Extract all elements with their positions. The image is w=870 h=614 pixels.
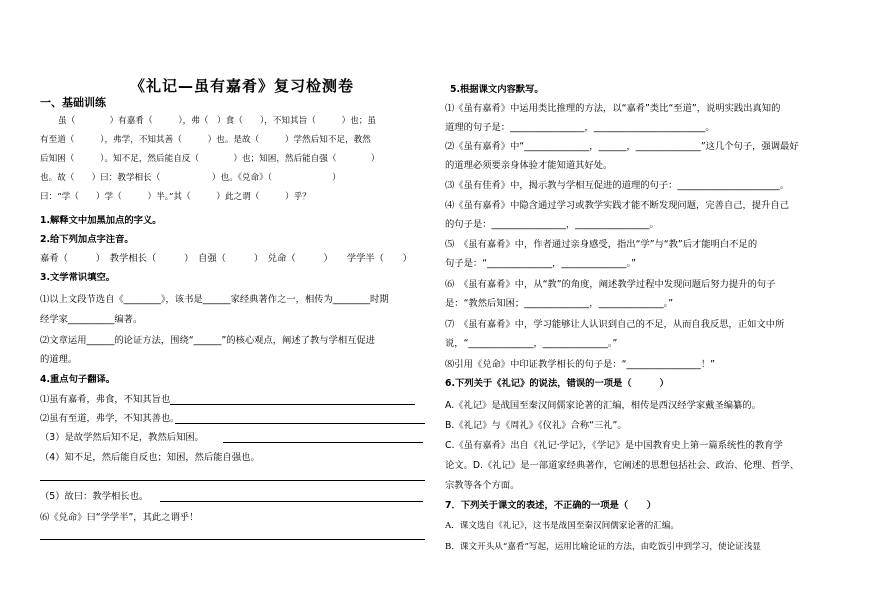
- dictation-item: ⑷《虽有嘉肴》中隐含通过学习或教学实践才能不断发现问题，完善自己，提升自己: [445, 200, 789, 211]
- question-6: 6.下列关于《礼记》的说法，错误的一项是（ ）: [445, 378, 669, 389]
- passage-line: 后知困（ ）。知不足，然后能自反（ ）也；知困，然后能自强（ ）: [40, 154, 380, 164]
- passage-line: 有至道（ ），弗学，不知其善（ ）也。是故（ ）学然后知不足，教然: [40, 135, 371, 145]
- question-3: 3.文学常识填空。: [40, 272, 116, 283]
- translation-item: ⑹《兑命》曰“学学半”，其此之谓乎！: [40, 512, 199, 523]
- dictation-item: ⑴《虽有嘉肴》中运用类比推理的方法，以“嘉肴”类比“至道”，说明实践出真知的: [445, 103, 781, 114]
- passage-line: 虽（ ）有嘉肴（ ），弗（ ）食（ ），不知其旨（ ）也；虽: [58, 116, 376, 126]
- dictation-item: ⑹ 《虽有嘉肴》中，从“教”的角度，阐述教学过程中发现问题后努力提升的句子: [445, 279, 776, 290]
- translation-item: ⑴虽有嘉肴，弗食，不知其旨也: [40, 394, 171, 405]
- answer-line: [175, 423, 425, 424]
- dictation-item: ⑺ 《虽有嘉肴》中，学习能够让人认识到自己的不足，从而自我反思，正如文中所: [445, 319, 785, 330]
- option-line: A.《礼记》是战国至秦汉间儒家论著的汇编，相传是西汉经学家戴圣编纂的。: [445, 400, 761, 411]
- answer-line: [223, 442, 423, 443]
- dictation-item: 是：“教然后知困；______________，______________。”: [445, 298, 674, 309]
- question-1: 1.解释文中加黑加点的字义。: [40, 215, 162, 226]
- option-line: A．课文选自《礼记》，这书是战国至秦汉间儒家论著的汇编。: [445, 521, 679, 531]
- question-2-line: 嘉肴（ ） 教学相长（ ） 自强（ ） 兑命（ ） 学学半（ ）: [40, 253, 412, 264]
- translation-item: （4）知不足，然后能自反也；知困，然后能自强也。: [40, 452, 260, 463]
- dictation-item: ⑵《虽有嘉肴》中“______________，______，______________”这几个句子，强调最好: [445, 141, 799, 152]
- answer-line: [40, 539, 425, 540]
- question-5: 5.根据课文内容默写。: [450, 84, 544, 95]
- answer-line: [40, 480, 425, 481]
- option-line: 宗教等各个方面。: [445, 480, 520, 491]
- dictation-item: 的道理必须要亲身体验才能知道其好处。: [445, 160, 613, 171]
- option-line: B．课文开头从“嘉肴”写起，运用比喻论证的方法，由吃饭引申到学习，使论证浅显: [445, 542, 761, 552]
- translation-item: （3）是故学然后知不足，教然后知困。: [40, 432, 204, 443]
- dictation-item: 道理的句子是：________________，________________________。: [445, 122, 715, 133]
- section-heading-basic: 一、基础训练: [40, 96, 106, 109]
- question-3-line: 经学家__________编著。: [40, 314, 143, 325]
- dictation-item: ⑶《虽有佳肴》中，揭示教与学相互促进的道理的句子：______________________。: [445, 180, 789, 191]
- passage-line: 曰：“学（ ）学（ ）半。”其（ ）此之谓（ ）乎？: [40, 192, 311, 202]
- question-2: 2.给下列加点字注音。: [40, 234, 134, 245]
- answer-line: [170, 404, 415, 405]
- translation-item: （5）故曰：教学相长也。: [40, 491, 149, 502]
- option-line: B.《礼记》与《周礼》《仪礼》合称“三礼”。: [445, 420, 627, 431]
- answer-line: [160, 501, 423, 502]
- question-3-line: ⑵文章运用______的论证方法，围绕“______”的核心观点，阐述了教与学相互促进: [40, 335, 376, 346]
- dictation-item: 的句子是：________________，________________。: [445, 219, 659, 230]
- passage-line: 也。故（ ）曰：教学相长（ ）也。《兑命》（ ）: [40, 173, 341, 183]
- dictation-item: 说，“______________，______________。”: [445, 338, 618, 349]
- question-3-line: 的道理。: [40, 354, 78, 365]
- question-7: 7．下列关于课文的表述，不正确的一项是（ ）: [445, 500, 657, 511]
- dictation-item: ⑻引用《兑命》中印证教学相长的句子是：“________________！”: [445, 359, 715, 370]
- option-line: C.《虽有嘉肴》出自《礼记·学记》，《学记》是中国教育史上第一篇系统性的教育学: [445, 440, 783, 451]
- dictation-item: 句子是：“______________，______________。”: [445, 258, 636, 269]
- page-title: 《礼记—虽有嘉肴》复习检测卷: [130, 77, 355, 95]
- dictation-item: ⑸ 《虽有嘉肴》中，作者通过亲身感受，指出“学”与“教”后才能明白不足的: [445, 239, 758, 250]
- option-line: 论文。D.《礼记》是一部道家经典著作，它阐述的思想包括社会、政治、伦理、哲学、: [445, 460, 800, 471]
- translation-item: ⑵虽有至道，弗学，不知其善也。: [40, 413, 180, 424]
- question-4: 4.重点句子翻译。: [40, 374, 116, 385]
- question-3-line: ⑴以上文段节选自《________》，该书是______家经典著作之一，相传为________时期: [40, 294, 389, 305]
